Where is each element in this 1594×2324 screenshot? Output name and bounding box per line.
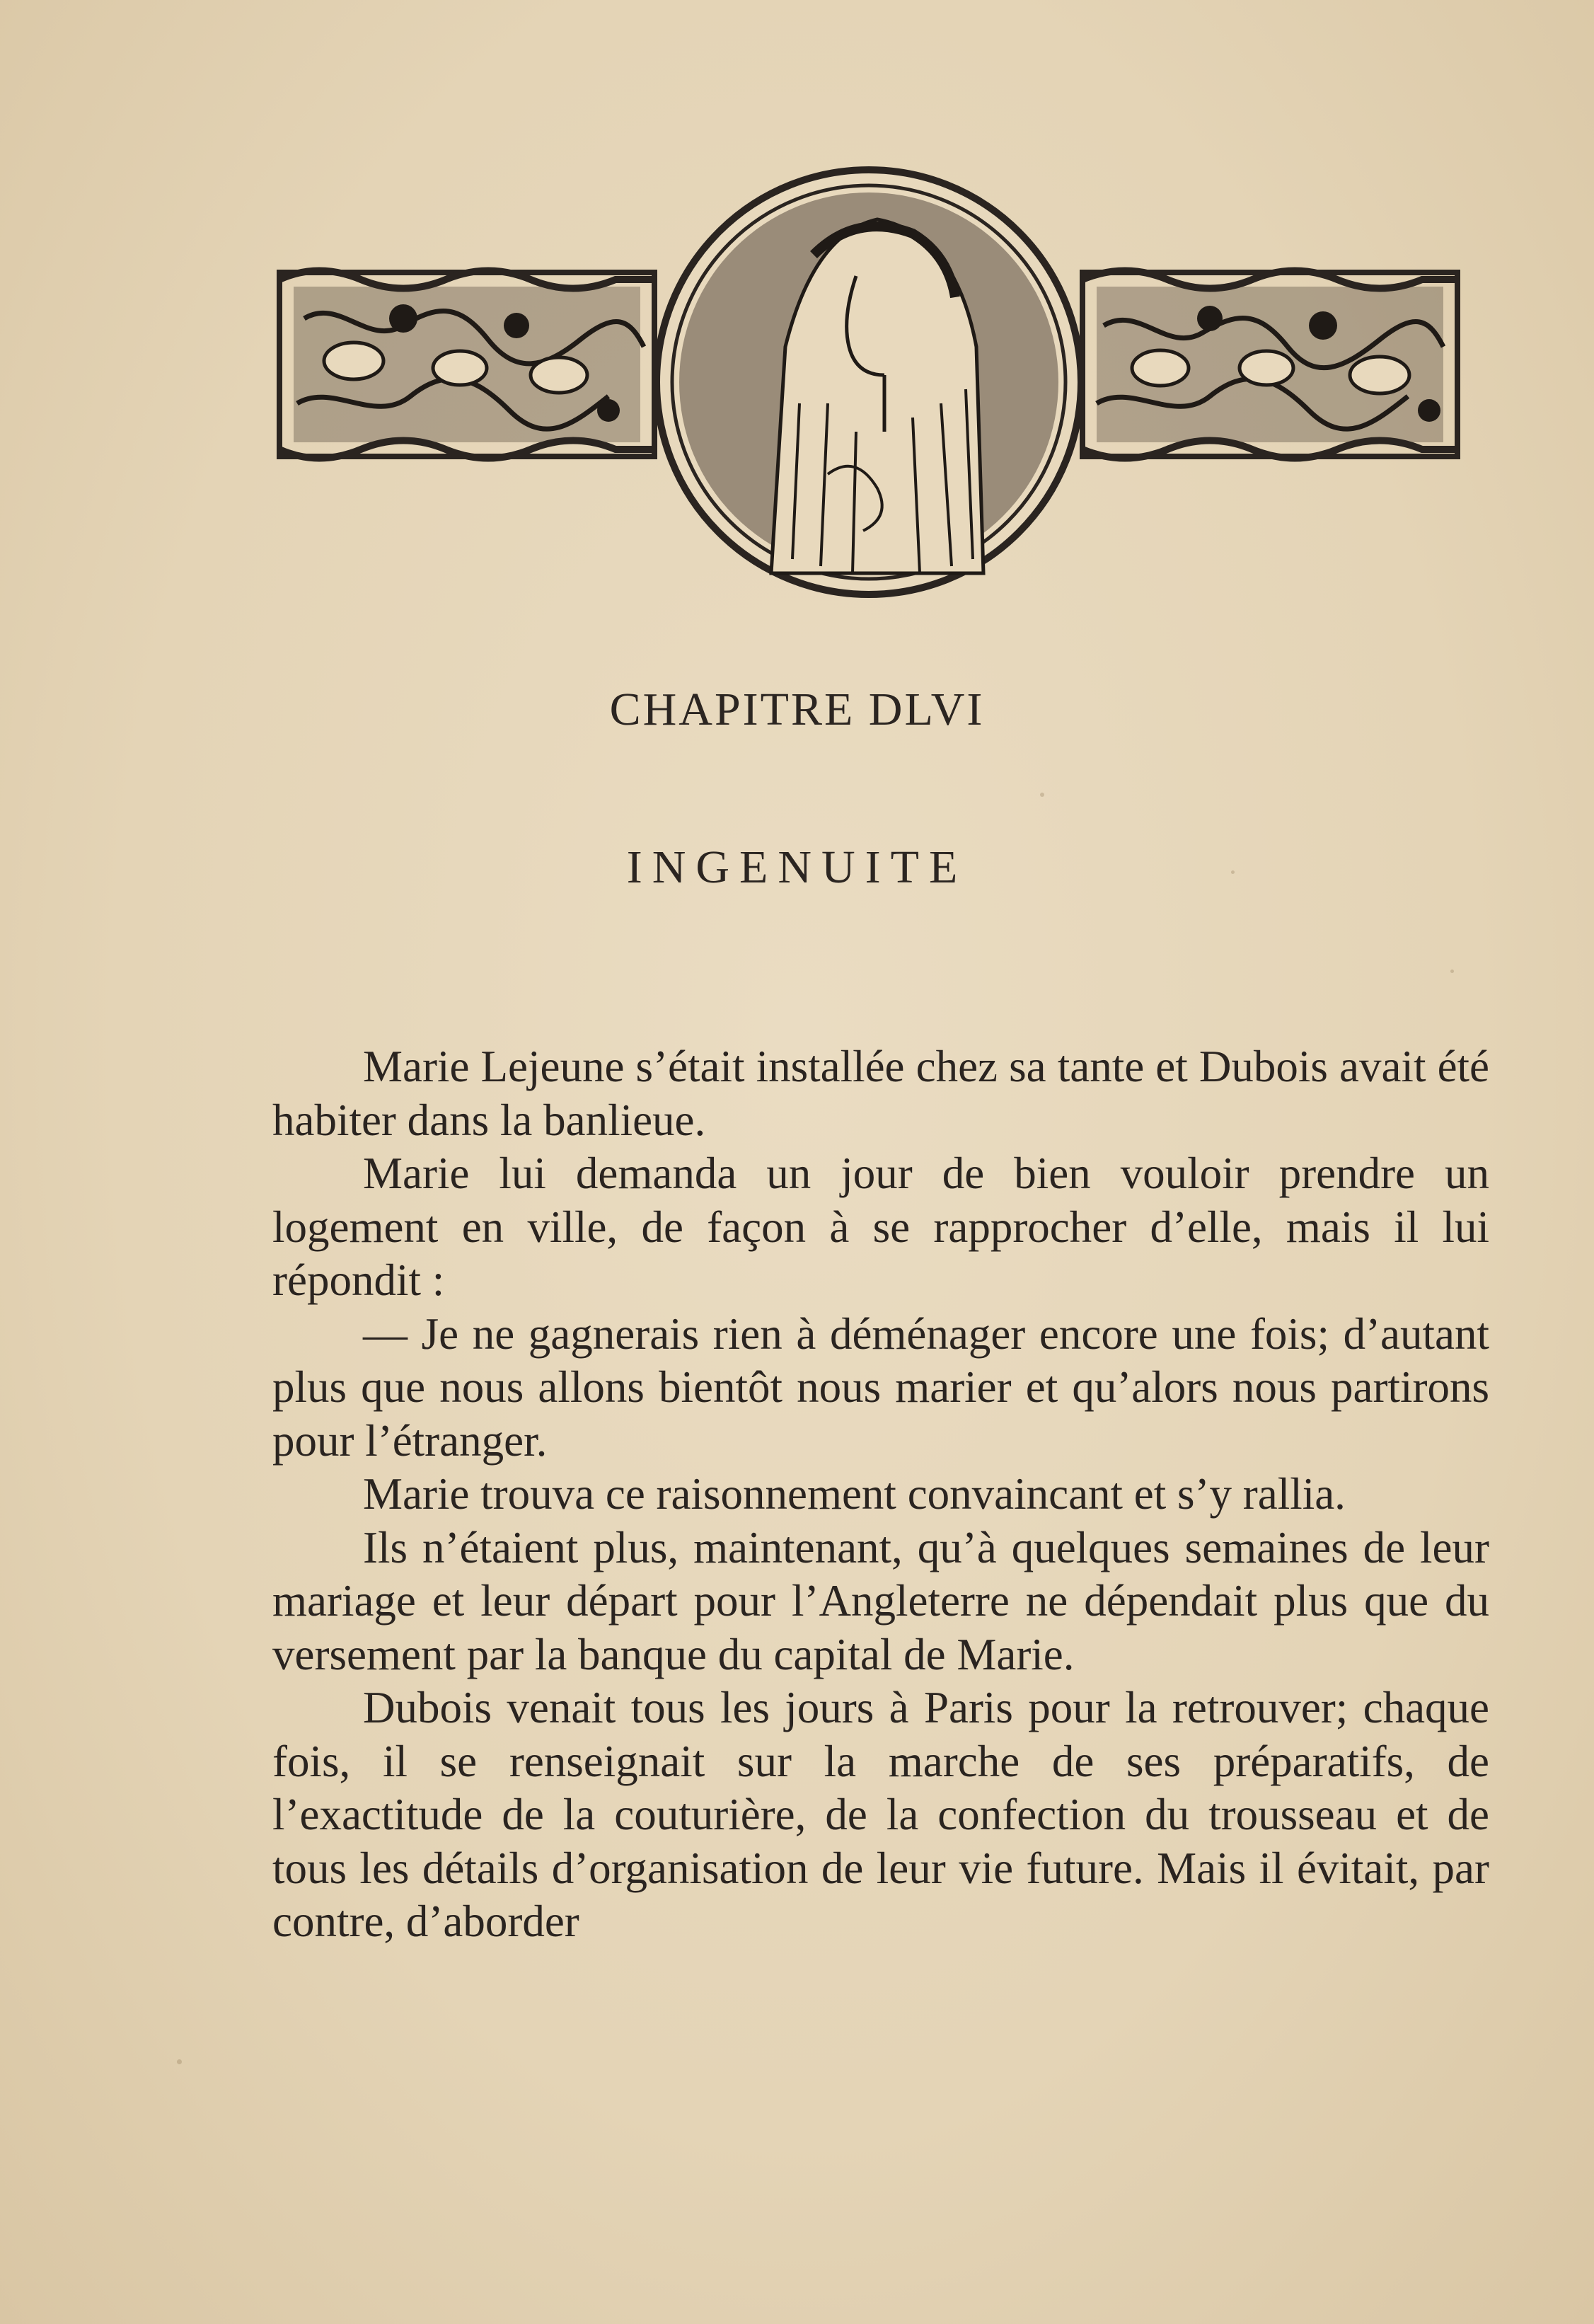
paragraph: Marie lui demanda un jour de bien vouloir prendre un logement en ville, de façon à se rapprocher d’elle, mais il lui répondit : <box>272 1149 1489 1305</box>
paragraph: Dubois venait tous les jours à Paris pour la retrouver; chaque fois, il se renseignait sur la marche de ses préparatifs, de l’exactitude de la couturière, de la confection du trousseau et de tous les détails d’organisation de leur vie future. Mais il évitait, par contre, d’aborder <box>272 1683 1489 1946</box>
paper-spot <box>1450 970 1454 973</box>
paper-spot <box>1040 793 1044 797</box>
paper-spot <box>177 2059 182 2064</box>
right-floral-band <box>1082 271 1457 459</box>
left-floral-band <box>279 271 654 459</box>
paragraph: Marie Lejeune s’était installée chez sa tante et Dubois avait été habiter dans la banlieue. <box>272 1042 1489 1145</box>
chapter-title: CHAPITRE DLVI <box>609 684 985 735</box>
paragraph: — Je ne gagnerais rien à déménager encore une fois; d’autant plus que nous allons bientôt nous marier et qu’alors nous partirons pour l’étranger. <box>272 1308 1489 1466</box>
portrait-medallion <box>657 170 1081 594</box>
paragraph: Ils n’étaient plus, maintenant, qu’à quelques semaines de leur mariage et leur départ pour l’Angleterre ne dépendait plus que du versement par la banque du capital de Marie. <box>272 1522 1489 1679</box>
paragraph: Marie trouva ce raisonnement convaincant et s’y rallia. <box>363 1469 1346 1519</box>
chapter-subtitle: INGENUITE <box>626 841 968 893</box>
chapter-vignette-illustration <box>276 134 1479 630</box>
chapter-body <box>272 1040 1489 1949</box>
